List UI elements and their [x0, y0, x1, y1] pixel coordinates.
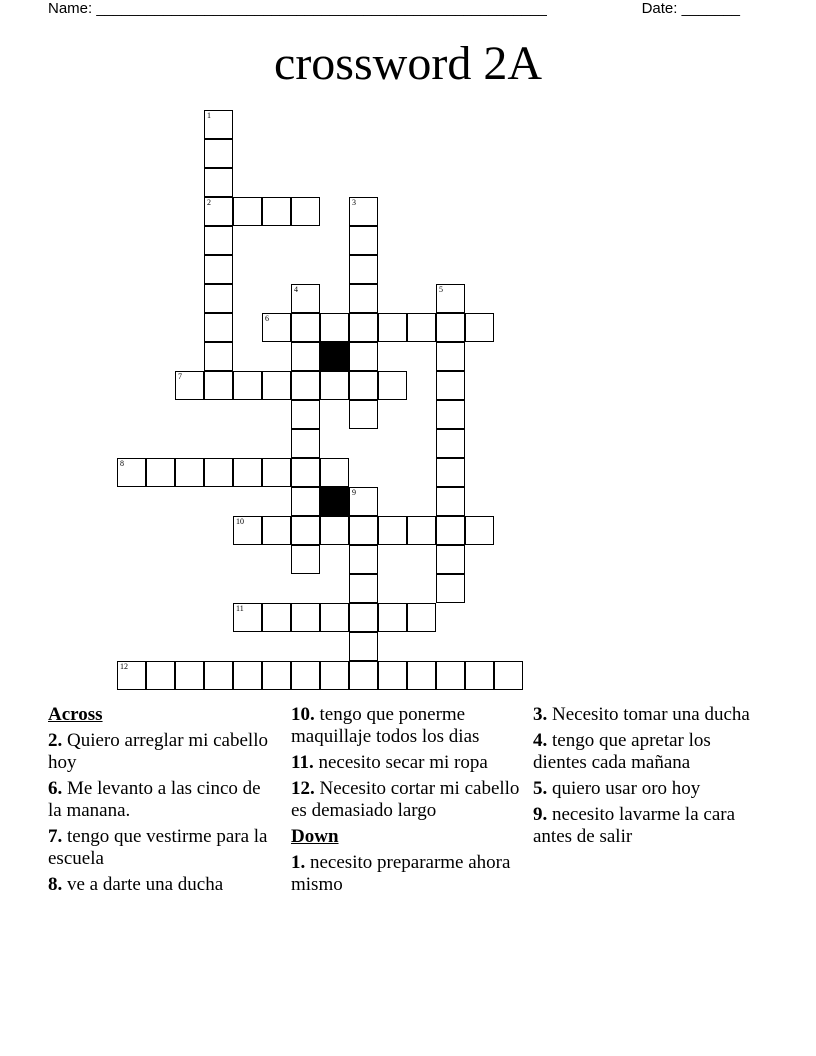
- name-field-label: Name: ______________________________________________________: [48, 0, 547, 17]
- grid-cell[interactable]: [320, 603, 349, 632]
- grid-cell[interactable]: [349, 255, 378, 284]
- page-title: crossword 2A: [274, 37, 542, 90]
- grid-cell[interactable]: [378, 516, 407, 545]
- grid-cell[interactable]: [233, 603, 262, 632]
- grid-cell[interactable]: [204, 371, 233, 400]
- clue-across-2: 2. Quiero arreglar mi cabello hoy: [48, 730, 268, 773]
- clue-number: 6: [265, 314, 269, 323]
- grid-cell[interactable]: [320, 661, 349, 690]
- clue-across-11: 11. necesito secar mi ropa: [291, 752, 488, 773]
- grid-cell[interactable]: [320, 458, 349, 487]
- clue-down-1: 1. necesito prepararme ahora mismo: [291, 852, 511, 895]
- clue-across-10: 10. tengo que ponerme maquillaje todos los dias: [291, 704, 480, 747]
- grid-cell[interactable]: [262, 516, 291, 545]
- grid-cell[interactable]: [436, 574, 465, 603]
- grid-cell[interactable]: [436, 284, 465, 313]
- grid-cell[interactable]: [436, 661, 465, 690]
- grid-cell[interactable]: [262, 197, 291, 226]
- grid-cell[interactable]: [378, 661, 407, 690]
- grid-cell[interactable]: [175, 661, 204, 690]
- clue-number: 9: [352, 488, 356, 497]
- grid-cell[interactable]: [204, 168, 233, 197]
- clue-column-3: [533, 704, 763, 852]
- grid-cell[interactable]: [233, 661, 262, 690]
- clue-number: 1: [207, 111, 211, 120]
- grid-cell[interactable]: [349, 487, 378, 516]
- grid-cell[interactable]: [262, 603, 291, 632]
- across-heading: Across: [48, 704, 103, 725]
- down-heading: Down: [291, 826, 339, 847]
- grid-cell[interactable]: [349, 661, 378, 690]
- grid-cell[interactable]: [291, 603, 320, 632]
- clue-across-7: 7. tengo que vestirme para la escuela: [48, 826, 268, 869]
- grid-cell[interactable]: [436, 400, 465, 429]
- date-field-label: Date: _______: [641, 0, 740, 17]
- grid-cell[interactable]: [291, 458, 320, 487]
- grid-cell[interactable]: [262, 313, 291, 342]
- grid-cell[interactable]: [436, 313, 465, 342]
- grid-cell[interactable]: [233, 458, 262, 487]
- grid-cell[interactable]: [175, 371, 204, 400]
- grid-cell[interactable]: [407, 516, 436, 545]
- grid-cell[interactable]: [291, 429, 320, 458]
- grid-cell[interactable]: [291, 545, 320, 574]
- grid-cell[interactable]: [349, 342, 378, 371]
- grid-cell[interactable]: [204, 226, 233, 255]
- grid-cell[interactable]: [204, 110, 233, 139]
- grid-cell[interactable]: [204, 313, 233, 342]
- grid-cell[interactable]: [291, 400, 320, 429]
- grid-cell[interactable]: [349, 603, 378, 632]
- grid-cell[interactable]: [494, 661, 523, 690]
- grid-cell[interactable]: [233, 197, 262, 226]
- grid-cell[interactable]: [291, 487, 320, 516]
- grid-cell[interactable]: [407, 313, 436, 342]
- grid-cell[interactable]: [204, 458, 233, 487]
- grid-cell[interactable]: [175, 458, 204, 487]
- clue-number: 12: [120, 662, 128, 671]
- grid-cell[interactable]: [291, 284, 320, 313]
- grid-cell[interactable]: [436, 516, 465, 545]
- grid-cell[interactable]: [465, 313, 494, 342]
- grid-cell[interactable]: [465, 516, 494, 545]
- grid-cell[interactable]: [436, 429, 465, 458]
- grid-cell[interactable]: [349, 516, 378, 545]
- grid-cell[interactable]: [262, 661, 291, 690]
- grid-cell[interactable]: [349, 632, 378, 661]
- grid-cell[interactable]: [436, 487, 465, 516]
- clue-column-1: [48, 704, 278, 900]
- grid-cell[interactable]: [349, 574, 378, 603]
- grid-cell[interactable]: [465, 661, 494, 690]
- clue-column-2: [291, 704, 525, 900]
- grid-cell[interactable]: [204, 661, 233, 690]
- grid-cell[interactable]: [320, 516, 349, 545]
- clue-across-6: 6. Me levanto a las cinco de la manana.: [48, 778, 261, 821]
- grid-cell[interactable]: [436, 545, 465, 574]
- grid-cell[interactable]: [349, 284, 378, 313]
- clue-number: 7: [178, 372, 182, 381]
- grid-cell[interactable]: [204, 197, 233, 226]
- clue-number: 3: [352, 198, 356, 207]
- grid-cell[interactable]: [349, 371, 378, 400]
- grid-cell[interactable]: [204, 139, 233, 168]
- clue-down-5: 5. quiero usar oro hoy: [533, 778, 701, 799]
- clue-across-8: 8. ve a darte una ducha: [48, 874, 224, 895]
- grid-cell[interactable]: [262, 371, 291, 400]
- grid-cell[interactable]: [291, 342, 320, 371]
- grid-cell[interactable]: [262, 458, 291, 487]
- grid-cell[interactable]: [349, 226, 378, 255]
- clue-across-12: 12. Necesito cortar mi cabello es demasiado largo: [291, 778, 520, 821]
- grid-cell[interactable]: [349, 545, 378, 574]
- grid-cell[interactable]: [204, 284, 233, 313]
- grid-cell[interactable]: [146, 458, 175, 487]
- header: [48, 0, 740, 20]
- clue-number: 5: [439, 285, 443, 294]
- grid-cell[interactable]: [291, 313, 320, 342]
- grid-cell[interactable]: [146, 661, 175, 690]
- grid-cell[interactable]: [117, 458, 146, 487]
- black-square: [320, 342, 349, 371]
- grid-cell[interactable]: [291, 661, 320, 690]
- clue-down-3: 3. Necesito tomar una ducha: [533, 704, 750, 725]
- grid-cell[interactable]: [291, 197, 320, 226]
- clue-number: 10: [236, 517, 244, 526]
- grid-cell[interactable]: [117, 661, 146, 690]
- clue-number: 11: [236, 604, 244, 613]
- grid-cell[interactable]: [378, 371, 407, 400]
- black-square: [320, 487, 349, 516]
- clue-number: 8: [120, 459, 124, 468]
- grid-cell[interactable]: [436, 458, 465, 487]
- grid-cell[interactable]: [436, 371, 465, 400]
- clue-number: 2: [207, 198, 211, 207]
- grid-cell[interactable]: [291, 516, 320, 545]
- grid-cell[interactable]: [320, 371, 349, 400]
- grid-cell[interactable]: [436, 342, 465, 371]
- grid-cell[interactable]: [407, 661, 436, 690]
- grid-cell[interactable]: [349, 313, 378, 342]
- grid-cell[interactable]: [320, 313, 349, 342]
- grid-cell[interactable]: [349, 400, 378, 429]
- clue-down-4: 4. tengo que apretar los dientes cada mañana: [533, 730, 711, 773]
- clue-down-9: 9. necesito lavarme la cara antes de salir: [533, 804, 736, 847]
- grid-cell[interactable]: [204, 342, 233, 371]
- grid-cell[interactable]: [407, 603, 436, 632]
- grid-cell[interactable]: [291, 371, 320, 400]
- grid-cell[interactable]: [233, 371, 262, 400]
- grid-cell[interactable]: [378, 313, 407, 342]
- grid-cell[interactable]: [378, 603, 407, 632]
- clue-number: 4: [294, 285, 298, 294]
- grid-cell[interactable]: [349, 197, 378, 226]
- grid-cell[interactable]: [233, 516, 262, 545]
- grid-cell[interactable]: [204, 255, 233, 284]
